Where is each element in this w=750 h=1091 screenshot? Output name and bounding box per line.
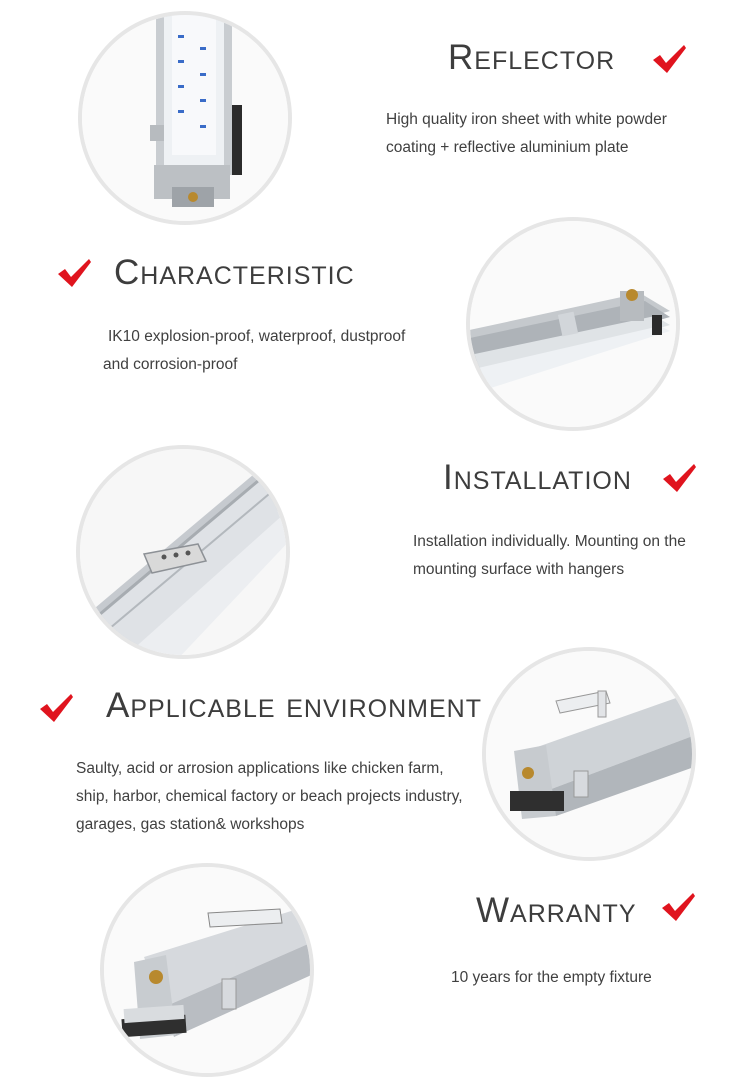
- fixture-top-view-image: [82, 15, 288, 221]
- product-photo-reflector: [78, 11, 292, 225]
- section-title: Warranty: [476, 891, 637, 930]
- section-description: [76, 755, 463, 839]
- product-photo-characteristic: [466, 217, 680, 431]
- description-line: Saulty, acid or arrosion applications like chicken farm,: [76, 760, 444, 777]
- description-line: 10 years for the empty fixture: [451, 969, 652, 986]
- section-title: Characteristic: [114, 253, 355, 292]
- section-title: Installation: [443, 458, 632, 497]
- description-line: and corrosion-proof: [103, 356, 238, 373]
- product-photo-environment: [482, 647, 696, 861]
- description-line: garages, gas station& workshops: [76, 816, 305, 833]
- description-line: mounting surface with hangers: [413, 561, 625, 578]
- fixture-full-view-image: [104, 867, 310, 1073]
- checkmark-icon: [56, 257, 92, 289]
- section-title: Reflector: [448, 38, 616, 77]
- section-description: [451, 964, 652, 992]
- checkmark-icon: [651, 43, 687, 75]
- section-description: [413, 528, 686, 584]
- checkmark-icon: [660, 891, 696, 923]
- section-description: [103, 323, 405, 379]
- description-line: ship, harbor, chemical factory or beach projects industry,: [76, 788, 463, 805]
- product-photo-warranty: [100, 863, 314, 1077]
- checkmark-icon: [38, 692, 74, 724]
- description-line: Installation individually. Mounting on the: [413, 533, 686, 550]
- description-line: coating + reflective aluminium plate: [386, 139, 629, 156]
- description-line: High quality iron sheet with white powder: [386, 111, 667, 128]
- section-title: Applicable environment: [106, 686, 482, 725]
- description-line: IK10 explosion-proof, waterproof, dustproof: [108, 328, 406, 345]
- section-description: [386, 106, 667, 162]
- fixture-end-cap-image: [486, 651, 692, 857]
- fixture-angle-view-image: [470, 221, 676, 427]
- checkmark-icon: [661, 462, 697, 494]
- product-photo-installation: [76, 445, 290, 659]
- fixture-hanger-closeup-image: [80, 449, 286, 655]
